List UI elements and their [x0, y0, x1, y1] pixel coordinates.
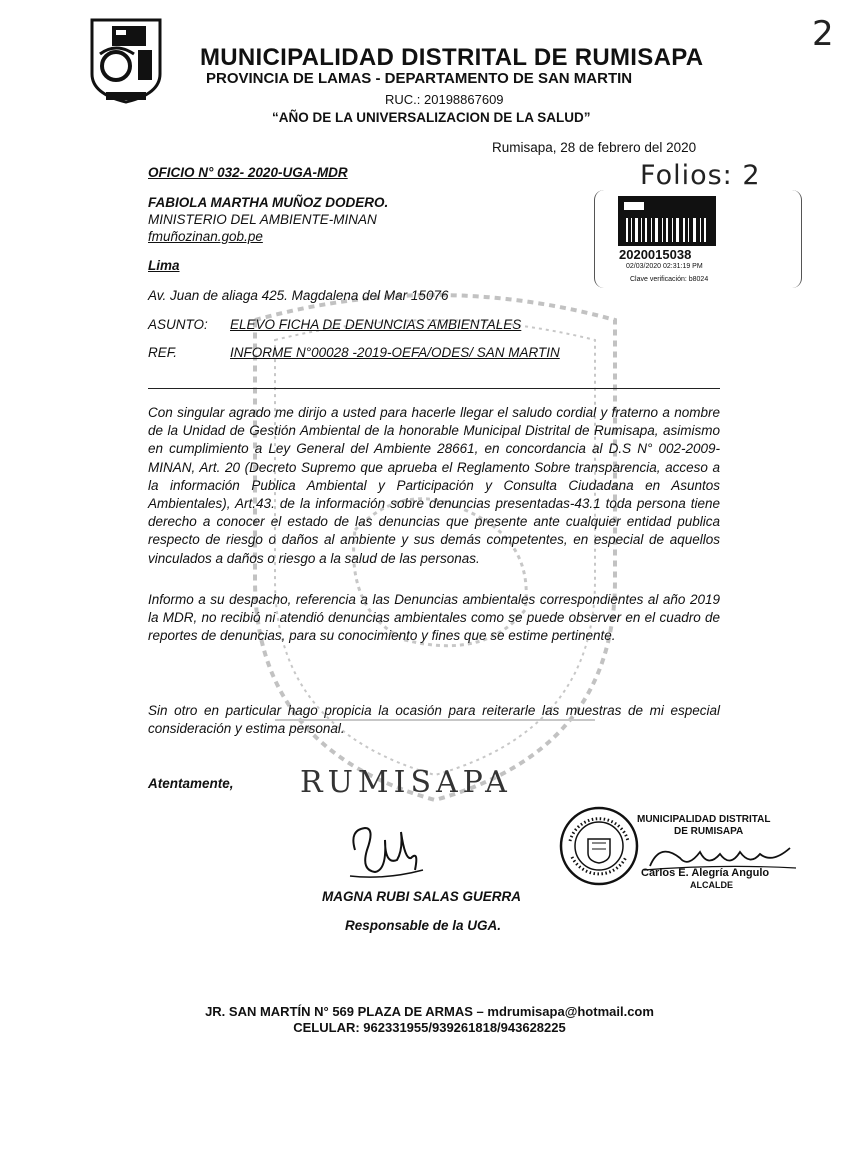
- municipality-logo: [86, 14, 166, 106]
- stamp-code: 2020015038: [619, 247, 692, 262]
- ref-value: INFORME N°00028 -2019-OEFA/ODES/ SAN MARTIN: [230, 345, 560, 360]
- mayor-name: Carlos E. Alegría Angulo: [641, 867, 770, 879]
- body-paragraph-3: Sin otro en particular hago propicia la ocasión para reiterarle las muestras de mi especial consideración y estima personal.: [148, 703, 720, 737]
- municipality-title: MUNICIPALIDAD DISTRITAL DE RUMISAPA: [200, 44, 704, 71]
- recipient-org: MINISTERIO DEL AMBIENTE-MINAN: [148, 212, 377, 227]
- ruc-number: RUC.: 20198867609: [385, 92, 504, 107]
- signer-name: MAGNA RUBI SALAS GUERRA: [322, 889, 521, 904]
- stamp-datetime: 02/03/2020 02:31:19 PM: [626, 263, 703, 270]
- province-subtitle: PROVINCIA DE LAMAS - DEPARTAMENTO DE SAN MARTIN: [206, 70, 633, 87]
- mayor-role: ALCALDE: [690, 880, 733, 890]
- footer-address: JR. SAN MARTÍN N° 569 PLAZA DE ARMAS – mdrumisapa@hotmail.com: [205, 1004, 654, 1019]
- mayor-stamp-line1: MUNICIPALIDAD DISTRITAL: [637, 814, 771, 825]
- recipient-address: Av. Juan de aliaga 425. Magdalena del Mar 15076: [148, 288, 449, 303]
- oficio-number: OFICIO N° 032- 2020-UGA-MDR: [148, 165, 348, 180]
- ref-label: REF.: [148, 345, 178, 360]
- footer-phone: CELULAR: 962331955/939261818/943628225: [293, 1020, 566, 1035]
- mayor-stamp-line2: DE RUMISAPA: [674, 826, 744, 837]
- signer-role: Responsable de la UGA.: [345, 918, 502, 933]
- body-paragraph-1: Con singular agrado me dirijo a usted para hacerle llegar el saludo cordial y fraterno a nombre de la Unidad de Gestión Ambiental de la honorable Municipal Distrital de Rumisapa, asimismo en cumplimiento a Ley General del Ambiente 28661, en concordancia al D.S N° 002-2009- MINAN, Art. 20 (Decreto Supremo que aprueba el Reglamento Sobre transparencia, acceso a la información Publica Ambiental y Participación y Consulta Ciudadana en Asuntos Ambientales), Art.43. de la información sobre denuncias presentadas-43.1 toda persona tiene derecho a conocer el estado de las denuncias que presente ante cualquier entidad publica respecto de riesgo o daños al ambiente y sus demás competentes, en especial de aquellos vinculados a daños o riesgo a la salud de las personas.: [148, 405, 720, 566]
- signature-uga: [345, 820, 425, 882]
- letter-date: Rumisapa, 28 de febrero del 2020: [492, 140, 697, 155]
- recipient-name: FABIOLA MARTHA MUÑOZ DODERO.: [148, 195, 389, 210]
- stamp-clave: Clave verificación: b8024: [630, 276, 709, 283]
- recipient-city: Lima: [148, 258, 180, 273]
- year-motto: “AÑO DE LA UNIVERSALIZACION DE LA SALUD”: [272, 110, 591, 125]
- closing: Atentamente,: [148, 776, 234, 791]
- watermark-rumisapa-text: RUMISAPA: [300, 765, 512, 800]
- asunto-value: ELEVO FICHA DE DENUNCIAS AMBIENTALES: [230, 317, 522, 332]
- body-paragraph-2: Informo a su despacho, referencia a las Denuncias ambientales correspondientes al año 2019 la MDR, no recibió ni atendió denuncias ambientales como se puede observer en el cuadro de reportes de denuncias, para su conocimiento y fines que se estime pertinente.: [148, 592, 720, 644]
- handwritten-folios: Folios: 2: [640, 160, 761, 191]
- asunto-label: ASUNTO:: [148, 317, 208, 332]
- mayor-round-seal: [558, 805, 640, 887]
- recipient-email[interactable]: fmuñozinan.gob.pe: [148, 229, 263, 244]
- handwritten-page-number: 2: [812, 14, 834, 54]
- recipient-block: [148, 194, 388, 245]
- divider: [148, 388, 720, 389]
- barcode-icon: [618, 196, 716, 246]
